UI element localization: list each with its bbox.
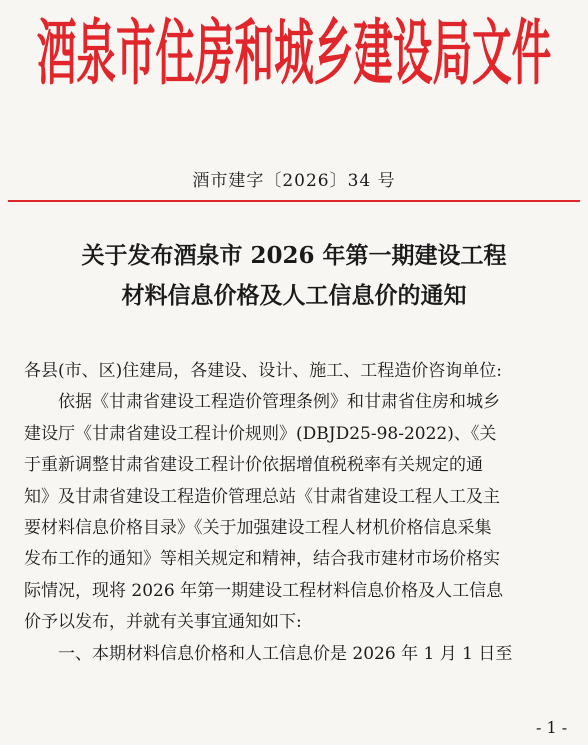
title-line-2: 材料信息价格及人工信息价的通知 <box>121 282 467 309</box>
body-line: 一、本期材料信息价格和人工信息价是 2026 年 1 月 1 日至 <box>58 643 513 664</box>
body-line: 价予以发布，并就有关事宜通知如下: <box>24 612 302 633</box>
title-line-1: 关于发布酒泉市 2026 年第一期建设工程 <box>81 242 507 269</box>
body-line: 依据《甘肃省建设工程造价管理条例》和甘肃省住房和城乡 <box>58 392 500 413</box>
red-divider-line <box>8 200 580 202</box>
document-number: 酒市建字〔2026〕34 号 <box>192 171 396 191</box>
masthead <box>0 2 588 94</box>
page-number: - 1 - <box>536 718 568 737</box>
body-line: 要材料信息价格目录》《关于加强建设工程人材机价格信息采集 <box>24 517 492 538</box>
body-line: 建设厅《甘肃省建设工程计价规则》(DBJD25-98-2022)、《关 <box>24 423 497 444</box>
masthead-title: 酒泉市住房和城乡建设局文件 <box>36 10 552 95</box>
body-line: 际情况，现将 2026 年第一期建设工程材料信息价格及人工信息 <box>24 580 504 601</box>
body-line: 于重新调整甘肃省建设工程计价依据增值税税率有关规定的通 <box>24 455 483 476</box>
salutation-line: 各县(市、区)住建局，各建设、设计、施工、工程造价咨询单位: <box>24 361 502 381</box>
document-title <box>0 236 588 316</box>
body-line: 知》及甘肃省建设工程造价管理总站《甘肃省建设工程人工及主 <box>24 486 500 507</box>
body-line: 发布工作的通知》等相关规定和精神，结合我市建材市场价格实 <box>24 549 500 570</box>
document-body <box>24 356 572 670</box>
